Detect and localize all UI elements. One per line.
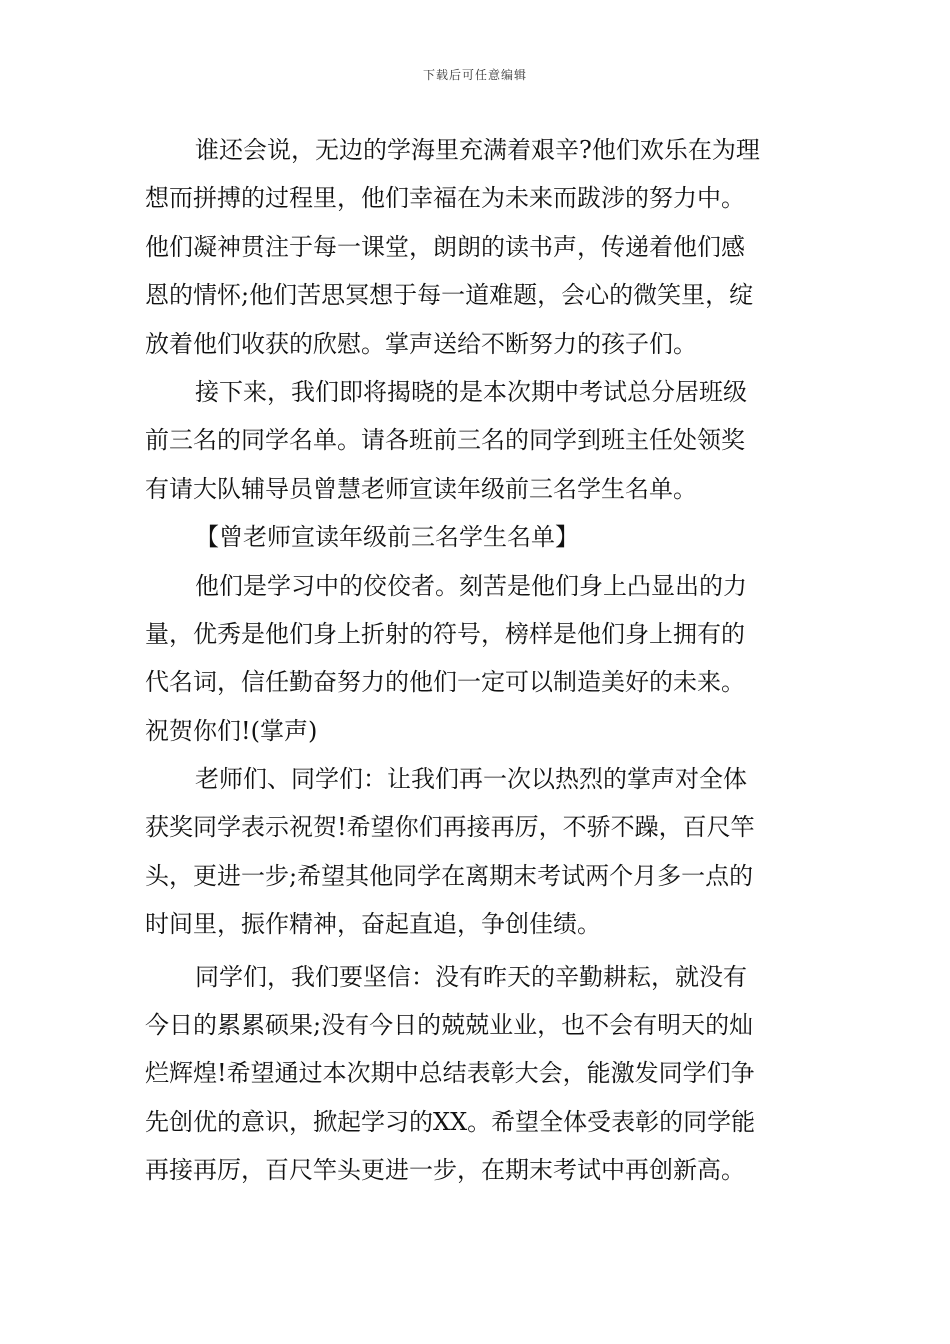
text-line: 再接再厉，百尺竿头更进一步，在期末考试中再创新高。: [145, 1156, 745, 1185]
text-line: 前三名的同学名单。请各班前三名的同学到班主任处领奖: [145, 426, 745, 455]
text-line: 恩的情怀;他们苦思冥想于每一道难题，会心的微笑里，绽: [145, 281, 754, 310]
text-line: 他们凝神贯注于每一课堂，朗朗的读书声，传递着他们感: [145, 232, 745, 261]
text-line: 接下来，我们即将揭晓的是本次期中考试总分居班级: [195, 377, 747, 406]
text-line: 今日的累累硕果;没有今日的兢兢业业，也不会有明天的灿: [145, 1011, 754, 1040]
text-line: 他们是学习中的佼佼者。刻苦是他们身上凸显出的力: [195, 571, 747, 600]
text-line: 头，更进一步;希望其他同学在离期末考试两个月多一点的: [145, 861, 754, 890]
text-line: 代名词，信任勤奋努力的他们一定可以制造美好的未来。: [145, 668, 745, 697]
text-line: 放着他们收获的欣慰。掌声送给不断努力的孩子们。: [145, 329, 697, 358]
text-line: 量，优秀是他们身上折射的符号，榜样是他们身上拥有的: [145, 619, 745, 648]
text-line: 祝贺你们!(掌声): [145, 716, 318, 745]
page-header: 下载后可任意编辑: [422, 68, 527, 82]
paragraph: [145, 513, 807, 561]
text-line: 老师们、同学们：让我们再一次以热烈的掌声对全体: [195, 765, 747, 794]
text-line: 想而拼搏的过程里，他们幸福在为未来而跋涉的努力中。: [145, 184, 745, 213]
paragraph: [145, 755, 807, 949]
paragraph: [145, 562, 807, 756]
paragraph: [145, 126, 807, 368]
text-line: 先创优的意识，掀起学习的XX。希望全体受表彰的同学能: [145, 1107, 756, 1136]
paragraph: [145, 953, 807, 1195]
text-line: 获奖同学表示祝贺!希望你们再接再厉，不骄不躁，百尺竿: [145, 813, 755, 842]
text-line: 时间里，振作精神，奋起直追，争创佳绩。: [145, 910, 601, 939]
section-heading: 【曾老师宣读年级前三名学生名单】: [195, 523, 579, 552]
text-line: 同学们，我们要坚信：没有昨天的辛勤耕耘，就没有: [195, 962, 747, 991]
document-body: [145, 126, 807, 1195]
text-line: 烂辉煌!希望通过本次期中总结表彰大会，能激发同学们争: [145, 1059, 755, 1088]
text-line: 有请大队辅导员曾慧老师宣读年级前三名学生名单。: [145, 474, 697, 503]
text-line: 谁还会说，无边的学海里充满着艰辛?他们欢乐在为理: [195, 136, 760, 164]
paragraph: [145, 368, 807, 513]
